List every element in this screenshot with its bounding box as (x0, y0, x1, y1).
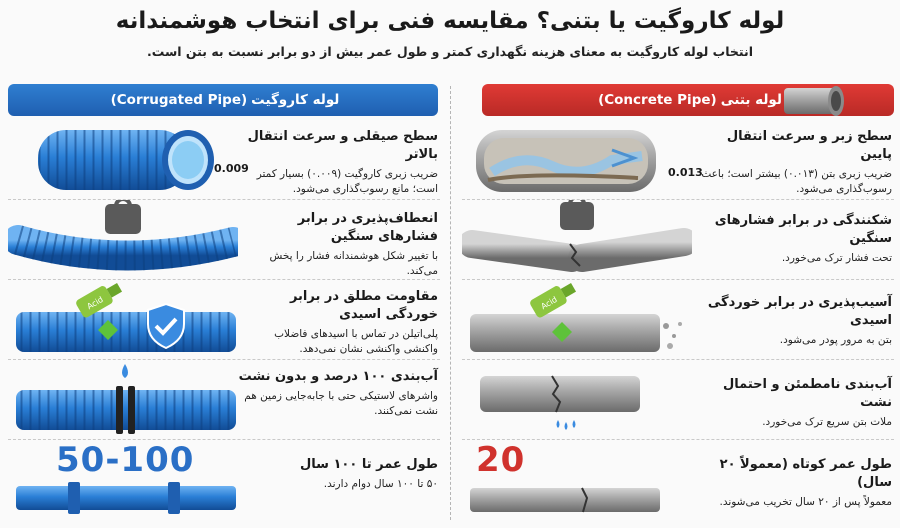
corrugated-row-roughness (8, 122, 440, 200)
row-title: مقاومت مطلق در برابر خوردگی اسیدی (289, 289, 438, 322)
row-title: آسیب‌پذیری در برابر خوردگی اسیدی (707, 295, 892, 328)
acid-bottle-icon (529, 280, 579, 319)
column-divider (450, 86, 451, 520)
row-title: آب‌بندی ۱۰۰ درصد و بدون نشت (238, 369, 438, 384)
concrete-row-roughness (462, 122, 894, 200)
row-description: واشرهای لاستیکی حتی با جابه‌جایی زمین هم نشت نمی‌کنند. (244, 390, 438, 417)
corrugated-row-sealing (8, 360, 440, 440)
row-description: معمولاً پس از ۲۰ سال تخریب می‌شوند. (719, 496, 892, 508)
water-drop-icon (122, 364, 128, 378)
cracked-pipe-illustration (462, 200, 692, 279)
rough-pipe-illustration (462, 122, 692, 199)
corrugated-row-acid (8, 280, 440, 360)
concrete-row-lifespan (462, 440, 894, 520)
row-title: شکنندگی در برابر فشارهای سنگین (714, 213, 892, 246)
concrete-pipe-icon (780, 80, 850, 120)
concrete-banner-english: (Concrete Pipe) (598, 92, 717, 108)
acid-resistant-pipe-illustration (8, 280, 238, 359)
page-title: لوله کاروگیت یا بتنی؟ مقایسه فنی برای انتخاب هوشمندانه (115, 8, 785, 34)
corroded-pipe-illustration (462, 280, 692, 359)
concrete-column (462, 84, 894, 524)
row-description: تحت فشار ترک می‌خورد. (781, 252, 892, 264)
row-description: ضریب زبری کاروگیت (۰.۰۰۹) بسیار کمتر است؛ مانع رسوب‌گذاری می‌شود. (256, 168, 438, 195)
corrugated-row-lifespan (8, 440, 440, 520)
corrugated-banner-english: (Corrugated Pipe) (110, 92, 248, 108)
concrete-row-sealing (462, 360, 894, 440)
corrugated-column (8, 84, 440, 524)
roughness-coefficient: 0.013 (668, 166, 703, 179)
row-title: سطح صیقلی و سرعت انتقال بالاتر (247, 129, 438, 162)
row-description: ملات بتن سریع ترک می‌خورد. (762, 416, 892, 428)
corrugated-row-flexibility (8, 200, 440, 280)
lifespan-years: 50-100 (56, 440, 195, 480)
row-description: با تغییر شکل هوشمندانه فشار را پخش می‌کند. (269, 250, 438, 277)
row-description: پلی‌اتیلن در تماس با اسیدهای فاضلاب واکنشی واکنشی نشان نمی‌دهد. (274, 328, 438, 355)
corrugated-banner (8, 84, 438, 116)
row-title: آب‌بندی نامطمئن و احتمال نشت (723, 377, 892, 410)
concrete-row-brittleness (462, 200, 894, 280)
row-title: سطح زبر و سرعت انتقال پایین (726, 129, 892, 162)
row-description: ضریب زبری بتن (۰.۰۱۳) بیشتر است؛ باعث رسوب‌گذاری می‌شود. (701, 168, 892, 195)
row-title: انعطاف‌پذیری در برابر فشارهای سنگین (297, 211, 438, 244)
concrete-banner-label: لوله بتنی (720, 92, 782, 108)
bent-pipe-illustration (8, 200, 238, 279)
water-drop-icon (557, 420, 560, 428)
leaking-joint-pipe-illustration (462, 360, 692, 439)
row-title: طول عمر کوتاه (معمولاً ۲۰ سال) (719, 457, 892, 490)
roughness-coefficient: 0.009 (214, 162, 249, 175)
weight-icon (105, 200, 141, 234)
sealed-joint-pipe-illustration (8, 360, 238, 439)
lifespan-years: 20 (476, 440, 526, 480)
acid-label: Acid (85, 294, 105, 312)
corrugated-banner-label: لوله کاروگیت (251, 92, 340, 108)
page-subtitle: انتخاب لوله کاروگیت به معنای هزینه نگهداری کمتر و طول عمر بیش از دو برابر نسبت به بتن است. (147, 44, 753, 59)
row-description: بتن به مرور پودر می‌شود. (779, 334, 892, 346)
row-title: طول عمر تا ۱۰۰ سال (300, 457, 438, 472)
acid-label: Acid (539, 294, 559, 312)
smooth-pipe-illustration (8, 122, 238, 199)
weight-icon (560, 200, 594, 230)
concrete-row-acid (462, 280, 894, 360)
row-description: ۵۰ تا ۱۰۰ سال دوام دارند. (323, 478, 438, 490)
